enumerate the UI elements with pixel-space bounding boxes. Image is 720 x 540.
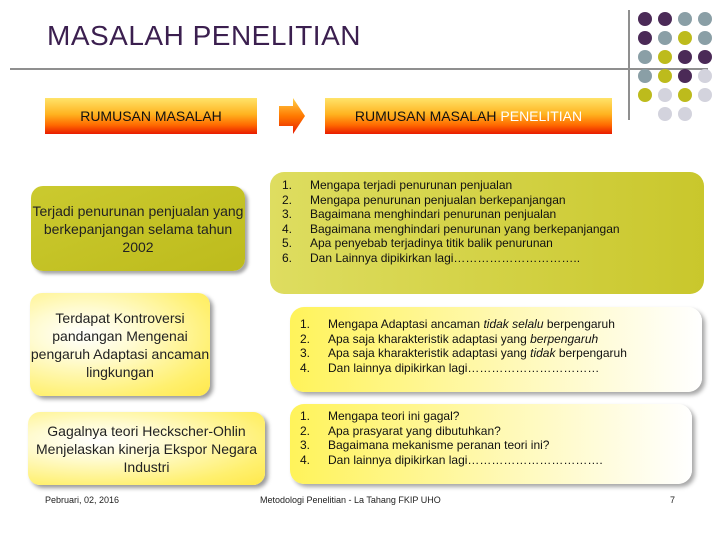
problem-text-sales: Terjadi penurunan penjualan yang berkepanjangan selama tahun 2002 bbox=[32, 202, 244, 255]
problem-text-adaptation: Terdapat Kontroversi pandangan Mengenai pengaruh Adaptasi ancaman lingkungan bbox=[30, 309, 210, 380]
problem-box-theory bbox=[28, 412, 265, 485]
list-item: 3. Bagaimana mekanisme peranan teori ini? bbox=[300, 438, 550, 452]
header-right-accent: PENELITIAN bbox=[500, 108, 583, 124]
questions-list-sales bbox=[270, 172, 704, 294]
list-item: 3. Bagaimana menghindari penurunan penjualan bbox=[282, 207, 557, 221]
list-item: 5. Apa penyebab terjadinya titik balik penurunan bbox=[282, 236, 553, 250]
horizontal-rule bbox=[10, 68, 708, 70]
problem-text-theory: Gagalnya teori Heckscher-Ohlin Menjelaskan kinerja Ekspor Negara Industri bbox=[36, 422, 257, 475]
problem-box-adaptation bbox=[30, 293, 210, 396]
footer-date: Pebruari, 02, 2016 bbox=[45, 495, 120, 505]
list-item: 3. Apa saja kharakteristik adaptasi yang tidak berpengaruh bbox=[300, 346, 627, 360]
right-arrow-icon bbox=[279, 98, 305, 134]
list-item: 1. Mengapa Adaptasi ancaman tidak selalu berpengaruh bbox=[300, 317, 615, 331]
problem-box-sales bbox=[31, 186, 245, 271]
list-item: 2. Mengapa penurunan penjualan berkepanjangan bbox=[282, 192, 566, 207]
footer-title: Metodologi Penelitian - La Tahang FKIP UHO bbox=[260, 495, 441, 505]
list-item: 1. Mengapa teori ini gagal? bbox=[300, 409, 460, 423]
vertical-rule bbox=[628, 10, 630, 120]
slide-title: MASALAH PENELITIAN bbox=[47, 20, 361, 51]
list-item: 4. Bagaimana menghindari penurunan yang berkepanjangan bbox=[282, 221, 620, 236]
list-item: 6. Dan Lainnya dipikirkan lagi………………………….. bbox=[282, 250, 581, 265]
list-item: 2. Apa saja kharakteristik adaptasi yang berpengaruh bbox=[300, 331, 599, 346]
questions-list-theory bbox=[290, 404, 692, 484]
list-item: 4. Dan lainnya dipikirkan lagi…………………………… bbox=[300, 360, 600, 375]
header-rumusan-masalah: RUMUSAN MASALAH bbox=[45, 98, 257, 134]
decorative-dot-grid bbox=[638, 12, 718, 122]
list-item: 1. Mengapa terjadi penurunan penjualan bbox=[282, 178, 513, 192]
list-item: 2. Apa prasyarat yang dibutuhkan? bbox=[300, 423, 501, 438]
page-number: 7 bbox=[670, 495, 676, 505]
list-item: 4. Dan lainnya dipikirkan lagi……………………………. bbox=[300, 452, 603, 467]
questions-list-adaptation bbox=[290, 307, 702, 392]
header-right-main: RUMUSAN MASALAH bbox=[354, 108, 497, 124]
header-rumusan-masalah-penelitian bbox=[325, 98, 612, 134]
